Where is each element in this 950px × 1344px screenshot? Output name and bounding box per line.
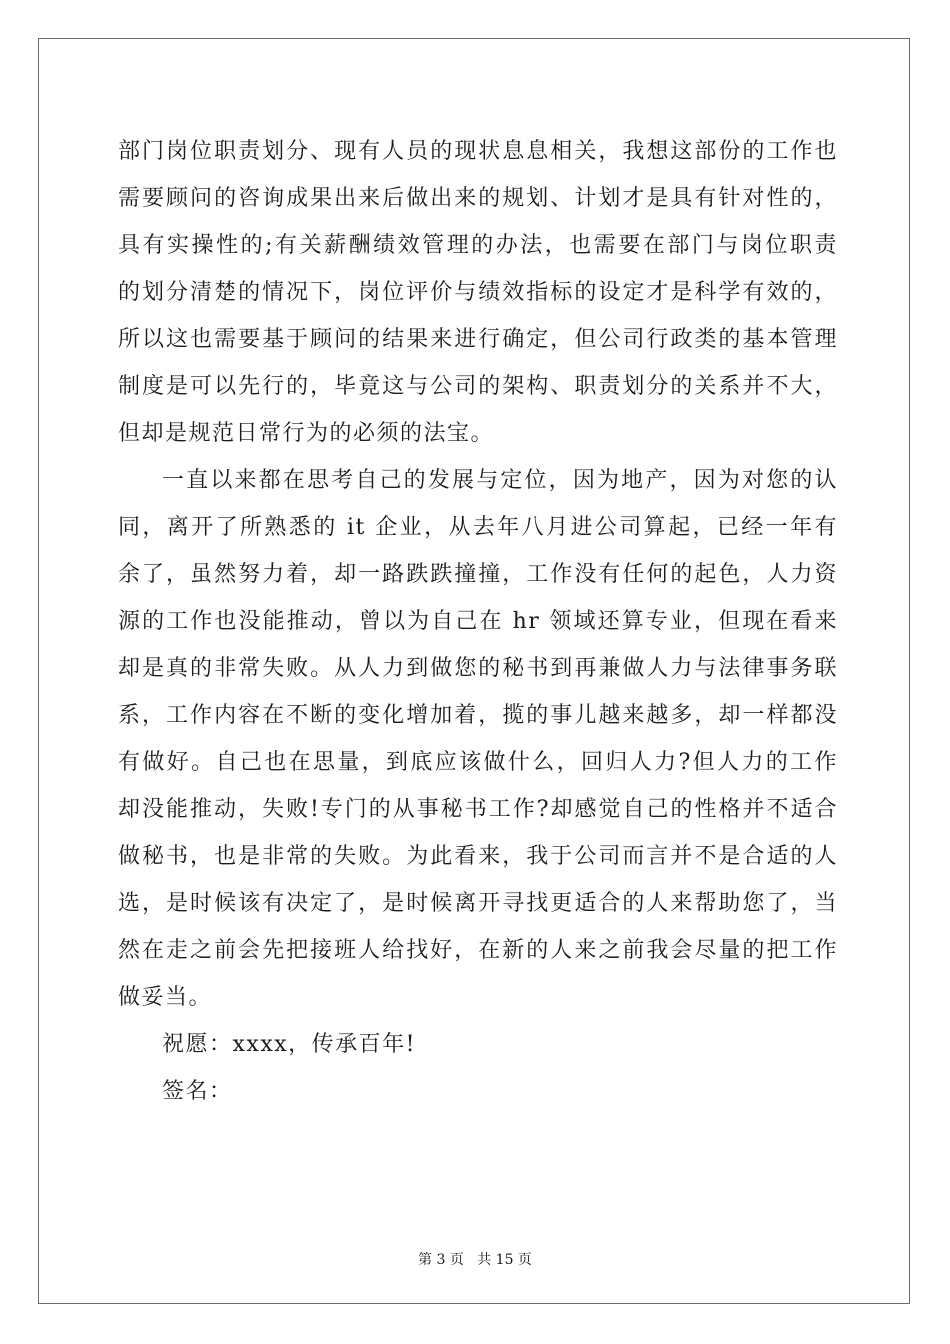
text-line: 但却是规范日常行为的必须的法宝。 (118, 421, 495, 446)
text-line: 余了，虽然努力着，却一路跌跌撞撞，工作没有任何的起色，人力资 (118, 562, 838, 587)
text-line: 的划分清楚的情况下，岗位评价与绩效指标的设定才是科学有效的， (118, 280, 838, 305)
text-line: 所以这也需要基于顾问的结果来进行确定，但公司行政类的基本管理 (118, 327, 838, 352)
paragraph-1 (118, 128, 838, 457)
closing-wish: 祝愿：xxxx，传承百年! (162, 1032, 416, 1057)
text-line: 然在走之前会先把接班人给找好，在新的人来之前我会尽量的把工作 (118, 938, 838, 963)
text-line: 做秘书，也是非常的失败。为此看来，我于公司而言并不是合适的人 (118, 844, 838, 869)
text-line: 却没能推动，失败!专门的从事秘书工作?却感觉自己的性格并不适合 (118, 797, 838, 822)
text-line: 制度是可以先行的，毕竟这与公司的架构、职责划分的关系并不大， (118, 374, 838, 399)
text-line: 一直以来都在思考自己的发展与定位，因为地产，因为对您的认 (162, 468, 838, 493)
text-line: 系，工作内容在不断的变化增加着，揽的事儿越来越多，却一样都没 (118, 703, 838, 728)
document-body (118, 128, 838, 1115)
paragraph-2 (118, 457, 838, 1021)
page-number-current: 第 3 页 (418, 1252, 464, 1268)
text-line: 同，离开了所熟悉的 it 企业，从去年八月进公司算起，已经一年有 (118, 515, 838, 540)
text-line: 源的工作也没能推动，曾以为自己在 hr 领域还算专业，但现在看来 (118, 609, 838, 634)
text-line: 有做好。自己也在思量，到底应该做什么，回归人力?但人力的工作 (118, 750, 838, 775)
page-footer (0, 1249, 950, 1269)
text-line: 做妥当。 (118, 985, 213, 1010)
text-line: 却是真的非常失败。从人力到做您的秘书到再兼做人力与法律事务联 (118, 656, 838, 681)
text-line: 选，是时候该有决定了，是时候离开寻找更适合的人来帮助您了，当 (118, 891, 838, 916)
page-number-total: 共 15 页 (477, 1252, 532, 1268)
text-line: 需要顾问的咨询成果出来后做出来的规划、计划才是具有针对性的， (118, 186, 838, 211)
text-line: 部门岗位职责划分、现有人员的现状息息相关，我想这部份的工作也 (118, 139, 838, 164)
signature-label: 签名： (162, 1079, 233, 1104)
text-line: 具有实操性的;有关薪酬绩效管理的办法，也需要在部门与岗位职责 (118, 233, 838, 258)
